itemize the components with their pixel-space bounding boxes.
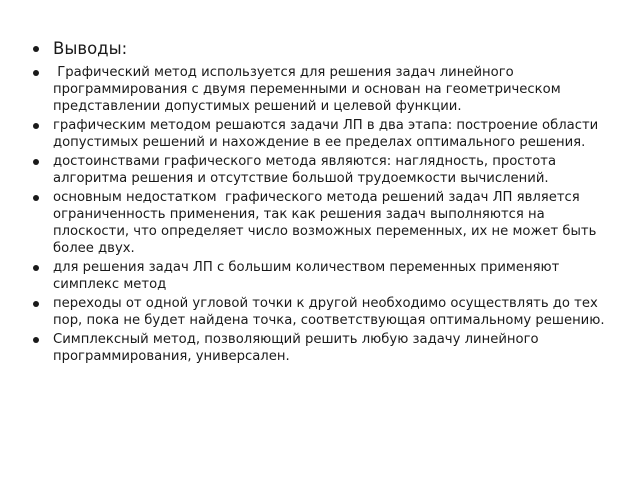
bullet-icon	[33, 70, 39, 76]
list-item	[30, 259, 616, 293]
list-item-text: графическим методом решаются задачи ЛП в два этапа: построение области допустимых решений и нахождение в ее пределах оптимального решения.	[53, 118, 599, 150]
bullet-icon	[33, 159, 39, 165]
list-item-text: основным недостатком графического метода решений задач ЛП является ограниченность применения, так как решения задач выполняются на плоскости, что определяет число возможных переменных, их не может быть более двух.	[53, 190, 601, 256]
conclusions-heading-item	[30, 38, 616, 60]
list-item	[30, 295, 616, 329]
list-item-text: Симплексный метод, позволяющий решить любую задачу линейного программирования, универсален.	[53, 332, 539, 364]
list-item	[30, 189, 616, 257]
bullet-icon	[33, 46, 39, 52]
bullet-icon	[33, 337, 39, 343]
list-item	[30, 153, 616, 187]
list-item-text: Графический метод используется для решения задач линейного программирования с двумя переменными и основан на геометрическом представлении допустимых решений и целевой функции.	[53, 65, 565, 114]
conclusions-heading: Выводы:	[53, 39, 128, 58]
bullet-icon	[33, 195, 39, 201]
bullet-icon	[33, 265, 39, 271]
list-item	[30, 331, 616, 365]
list-item	[30, 64, 616, 115]
bullet-list	[30, 38, 616, 365]
bullet-icon	[33, 301, 39, 307]
list-item	[30, 117, 616, 151]
bullet-icon	[33, 123, 39, 129]
list-item-text: переходы от одной угловой точки к другой необходимо осуществлять до тех пор, пока не будет найдена точка, соответствующая оптимальному решению.	[53, 296, 605, 328]
list-item-text: для решения задач ЛП с большим количеством переменных применяют симплекс метод	[53, 260, 560, 292]
list-item-text: достоинствами графического метода являются: наглядность, простота алгоритма решения и отсутствие большой трудоемкости вычислений.	[53, 154, 557, 186]
